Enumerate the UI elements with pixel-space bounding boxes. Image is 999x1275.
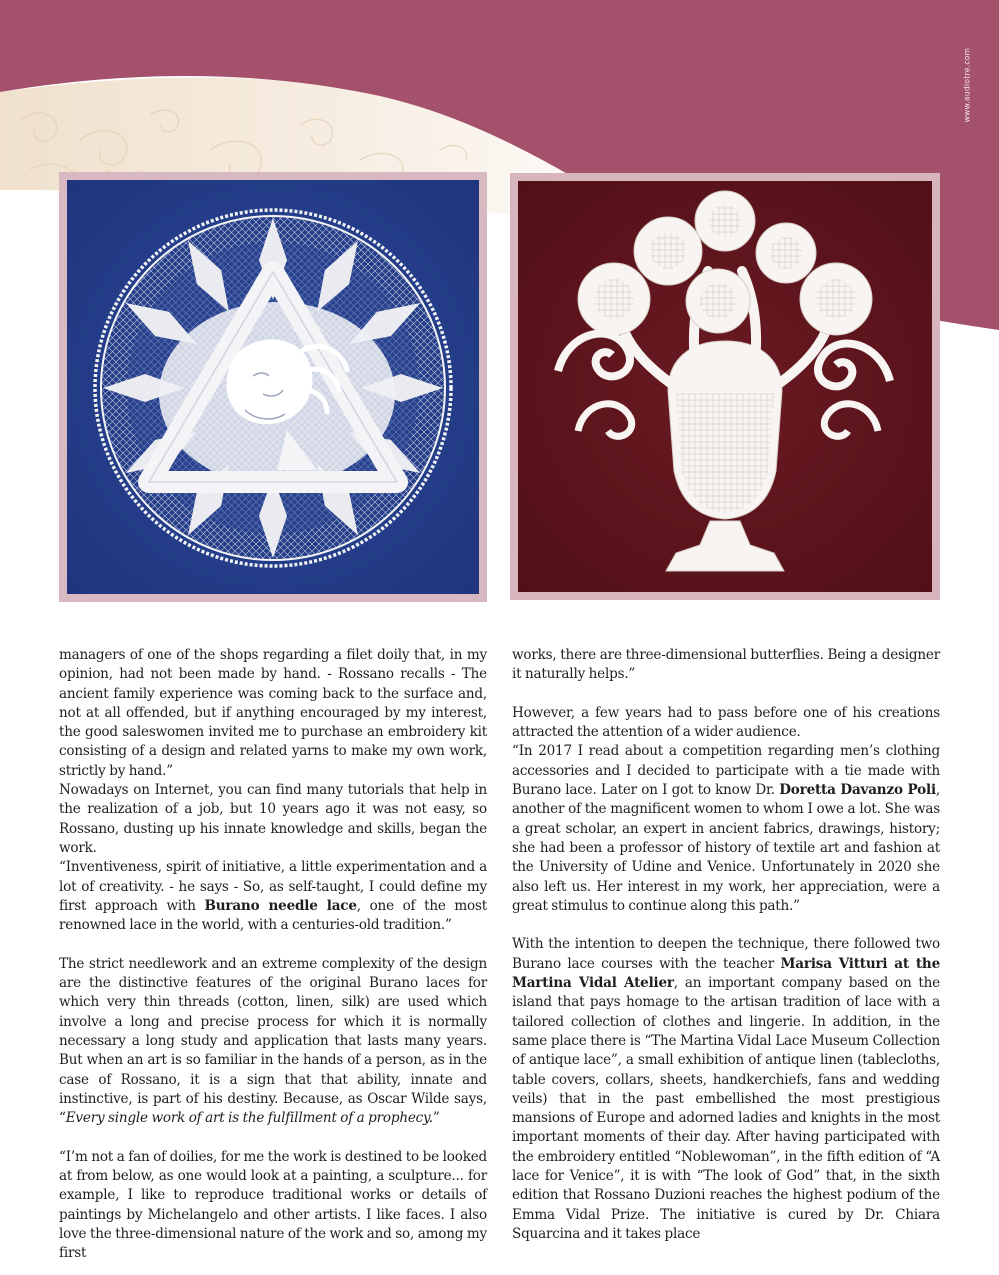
paragraph: “I’m not a fan of doilies, for me the work is destined to be looked at from below, as one would look at a painting, a sculpture... for example, I like to reproduce traditional works or details of paintings by Michelangelo and other artists. I like faces. I also love the three-dimensional nature of the work and so, among my first	[59, 1148, 487, 1262]
paragraph: works, there are three-dimensional butterflies. Being a designer it naturally helps.”	[512, 647, 940, 683]
photo-vase-lace	[510, 173, 940, 600]
article-column-right	[512, 646, 940, 1246]
paragraph: managers of one of the shops regarding a filet doily that, in my opinion, had not been made by hand. - Rossano recalls - The ancient family experience was coming back to the surface and, not at all offended, but if anything encouraged by my interest, the good saleswomen invited me to purchase an embroidery kit consisting of a design and related yarns to make my own work, strictly by hand.”	[59, 647, 487, 779]
bold-term: Doretta Davanzo Poli	[779, 782, 936, 799]
bold-term: Burano needle lace	[204, 897, 357, 914]
side-credit-text: www.audiotre.com	[962, 47, 972, 123]
side-credit	[932, 30, 999, 140]
photo-triangle-lace-doily	[59, 172, 487, 602]
triangle-sun-lace-icon	[67, 180, 479, 594]
article-column-left	[59, 646, 487, 1262]
bold-term: Marisa Vitturi at the Martina Vidal Atelier	[512, 955, 940, 992]
paragraph: Nowadays on Internet, you can find many tutorials that help in the realization of a job, but 10 years ago it was not easy, so Rossano, dusting up his innate knowledge and skills, began the work.	[59, 782, 487, 856]
paragraph: The strict needlework and an extreme complexity of the design are the distinctive features of the original Burano laces for which very thin threads (cotton, linen, silk) are used which involve a long and precise process for which it is normally necessary a long study and application that lasts many years. But when an art is so familiar in the hands of a person, as in the case of Rossano, it is a sign that that ability, innate and instinctive, is part of his destiny. Because, as Oscar Wilde says, “Every single work of art is the fulfillment of a prophecy.”	[59, 955, 487, 1127]
paragraph: “Inventiveness, spirit of initiative, a little experimentation and a lot of creativity. - he says - So, as self-taught, I could define my first approach with Burano needle lace, one of the most renowned lace in the world, with a centuries-old tradition.”	[59, 859, 487, 934]
paragraph: “In 2017 I read about a competition regarding men’s clothing accessories and I decided to participate with a tie made with Burano lace. Later on I got to know Dr. Doretta Davanzo Poli, another of the magnificent women to whom I owe a lot. She was a great scholar, an expert in ancient fabrics, drawings, history; she had been a professor of history of textile art and fashion at the University of Udine and Venice. Unfortunately in 2020 she also left us. Her interest in my work, her appreciation, were a great stimulus to continue along this path.”	[512, 743, 940, 914]
quote-italic: Every single work of art is the fulfillment of a prophecy.	[65, 1110, 433, 1127]
paragraph: With the intention to deepen the technique, there followed two Burano lace courses with the teacher Marisa Vitturi at the Martina Vidal Atelier, an important company based on the island that pays homage to the artisan tradition of lace with a tailored collection of clothes and lingerie. In addition, in the same place there is “The Martina Vidal Lace Museum Collection of antique lace”, a small exhibition of antique linen (tablecloths, table covers, collars, sheets, handkerchiefs, fans and wedding veils) that in the past embellished the most prestigious mansions of Europe and adorned ladies and knights in the most important moments of their day. After having participated with the embroidery entitled “Noblewoman”, in the fifth edition of “A lace for Venice”, it is with “The look of God” that, in the sixth edition that Rossano Duzioni reaches the highest podium of the Emma Vidal Prize. The initiative is cured by Dr. Chiara Squarcina and it takes place	[512, 936, 941, 1242]
paragraph: However, a few years had to pass before one of his creations attracted the attention of a wider audience.	[512, 704, 940, 741]
vase-flowers-lace-icon	[518, 181, 932, 592]
